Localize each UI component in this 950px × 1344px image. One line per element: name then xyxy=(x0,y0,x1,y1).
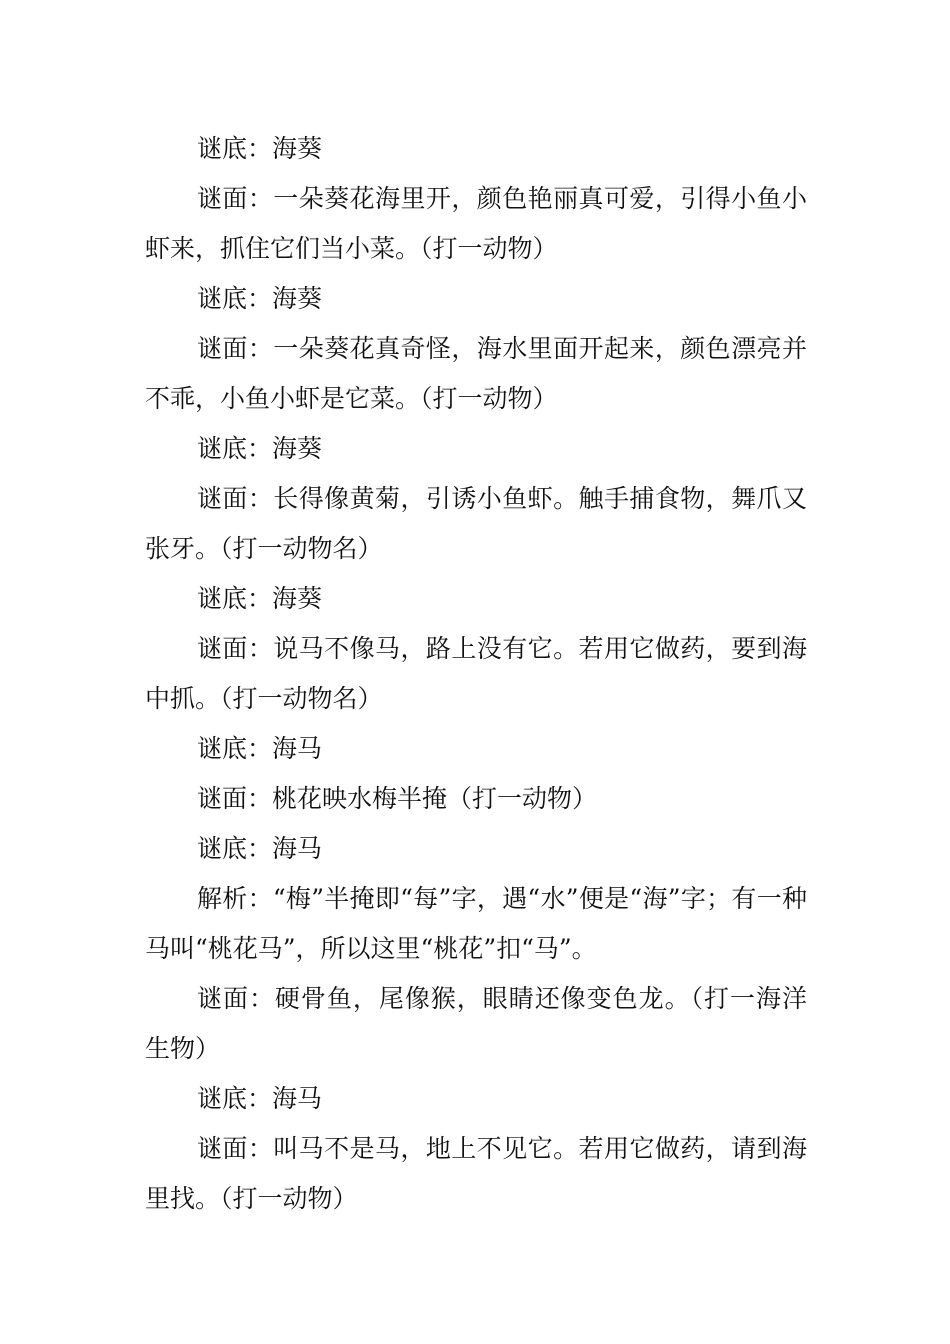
answer-paragraph: 谜底：海葵 xyxy=(197,284,323,313)
riddle-paragraph: 谜面：说马不像马，路上没有它。若用它做药，要到海中抓。（打一动物名） xyxy=(145,634,807,713)
riddle-paragraph: 谜面：硬骨鱼，尾像猴，眼睛还像变色龙。（打一海洋生物） xyxy=(145,984,807,1063)
answer-paragraph: 谜底：海葵 xyxy=(197,134,323,163)
answer-paragraph: 谜底：海葵 xyxy=(197,584,323,613)
answer-paragraph: 谜底：海葵 xyxy=(197,434,323,463)
riddle-paragraph: 谜面：一朵葵花海里开，颜色艳丽真可爱，引得小鱼小虾来，抓住它们当小菜。（打一动物） xyxy=(145,184,807,263)
answer-paragraph: 谜底：海马 xyxy=(197,834,323,863)
answer-paragraph: 谜底：海马 xyxy=(197,734,323,763)
riddle-paragraph: 谜面：一朵葵花真奇怪，海水里面开起来，颜色漂亮并不乖，小鱼小虾是它菜。（打一动物） xyxy=(145,334,807,413)
riddle-paragraph: 谜面：叫马不是马，地上不见它。若用它做药，请到海里找。（打一动物） xyxy=(145,1134,807,1213)
riddle-paragraph: 谜面：长得像黄菊，引诱小鱼虾。触手捕食物，舞爪又张牙。（打一动物名） xyxy=(145,484,807,563)
explanation-paragraph: 解析：“梅”半掩即“每”字，遇“水”便是“海”字；有一种马叫“桃花马”，所以这里“桃花”扣“马”。 xyxy=(145,884,807,963)
document-body xyxy=(145,124,807,1224)
answer-paragraph: 谜底：海马 xyxy=(197,1084,323,1113)
riddle-paragraph: 谜面：桃花映水梅半掩（打一动物） xyxy=(197,784,598,813)
